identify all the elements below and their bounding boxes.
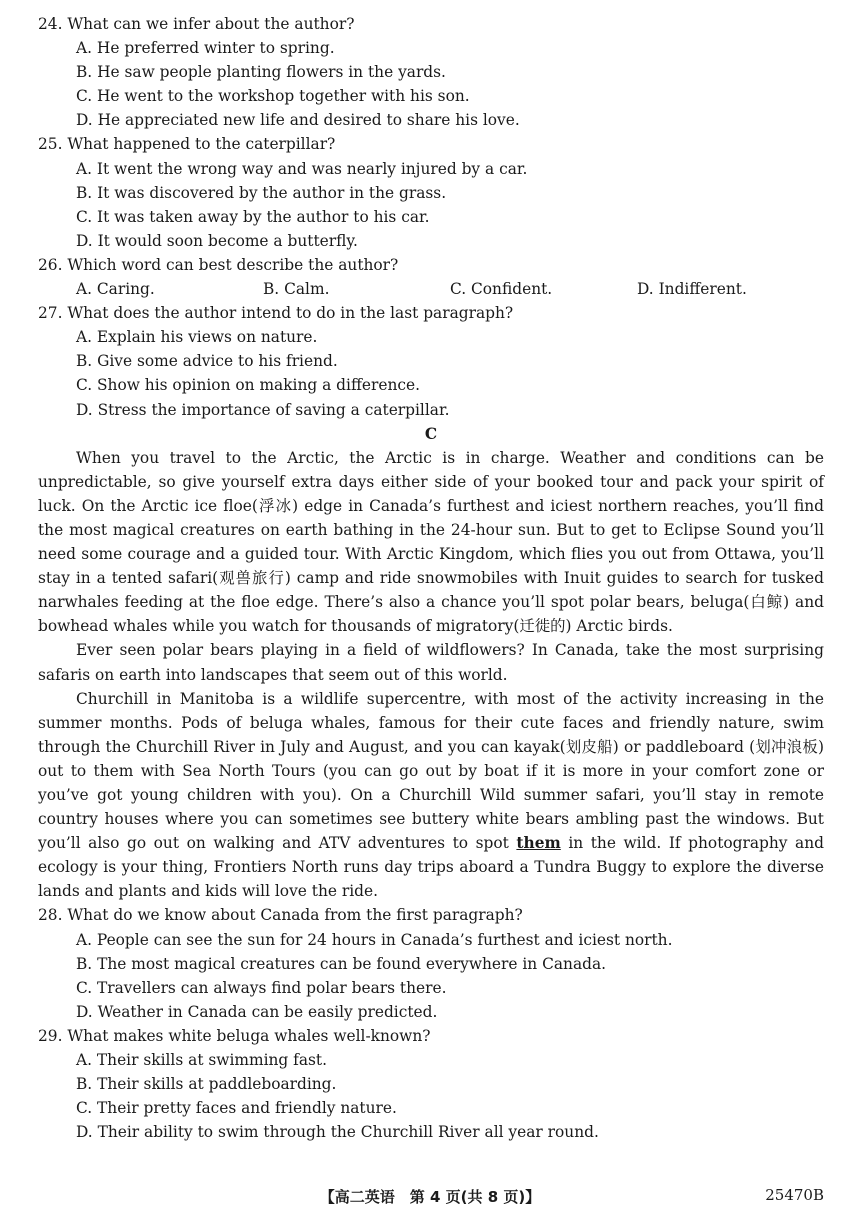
question-stem: 25. What happened to the caterpillar? bbox=[38, 135, 336, 154]
question-stem: 27. What does the author intend to do in the last paragraph? bbox=[38, 304, 514, 323]
passage-paragraph-2 bbox=[38, 638, 824, 686]
option-c: C. It was taken away by the author to his car. bbox=[76, 207, 430, 226]
exam-page bbox=[38, 12, 824, 1144]
paragraph-text: When you travel to the Arctic, the Arctic is in charge. Weather and conditions can be unpredictable, so give yourself extra days either side of your booked tour and pack your spirit of luck. On the Arctic ice floe(浮冰) edge in Canada’s furthest and iciest northern reaches, you’ll find the most magical creatures on earth bathing in the 24-hour sun. But to get to Eclipse Sound you’ll need some courage and a guided tour. With Arctic Kingdom, which flies you out from Ottawa, you’ll stay in a tented safari(观兽旅行) camp and ride snowmobiles with Inuit guides to search for tusked narwhales feeding at the floe edge. There’s also a chance you’ll spot polar bears, beluga(白鲸) and bowhead whales while you watch for thousands of migratory(迁徙的) Arctic birds. bbox=[38, 448, 824, 636]
option-a: A. Their skills at swimming fast. bbox=[76, 1051, 327, 1070]
option-b: B. Their skills at paddleboarding. bbox=[76, 1075, 337, 1094]
page-footer bbox=[0, 1186, 860, 1210]
options-row bbox=[38, 277, 824, 301]
option-c: C. Travellers can always find polar bears there. bbox=[76, 978, 447, 997]
paragraph-text: Churchill in Manitoba is a wildlife supercentre, with most of the activity increasing in the summer months. Pods of beluga whales, famous for their cute faces and friendly nature, swim through the Churchill River in July and August, and you can kayak(划皮船) or paddleboard (划冲浪板) out to them with Sea North Tours (you can go out by boat if it is more in your comfort zone or you’ve got young children with you). On a Churchill Wild summer safari, you’ll stay in remote country houses where you can sometimes see buttery white bears ambling past the windows. But you’ll also go out on walking and ATV adventures to spot bbox=[38, 689, 824, 853]
underlined-word: them bbox=[516, 834, 561, 853]
option-c: C. He went to the workshop together with his son. bbox=[76, 87, 470, 106]
page-number: 【高二英语 第 4 页(共 8 页)】 bbox=[319, 1188, 541, 1206]
question-28 bbox=[38, 903, 824, 1023]
option-b: B. It was discovered by the author in the grass. bbox=[76, 183, 447, 202]
option-b: B. Give some advice to his friend. bbox=[76, 352, 338, 371]
question-26 bbox=[38, 253, 824, 301]
paragraph-text: in the wild. If photography and ecology is your thing, Frontiers North runs day trips aboard a Tundra Buggy to explore the diverse lands and plants and kids will love the ride. bbox=[38, 834, 824, 901]
option-d: D. It would soon become a butterfly. bbox=[76, 231, 358, 250]
option-c: C. Show his opinion on making a difference. bbox=[76, 376, 420, 395]
passage-paragraph-3 bbox=[38, 687, 824, 904]
section-title: C bbox=[424, 424, 438, 443]
option-a: A. People can see the sun for 24 hours in Canada’s furthest and iciest north. bbox=[76, 930, 673, 949]
option-d: D. Indifferent. bbox=[637, 280, 747, 299]
option-a: A. Caring. bbox=[76, 280, 155, 299]
option-d: D. Weather in Canada can be easily predicted. bbox=[76, 1002, 438, 1021]
option-b: B. Calm. bbox=[263, 280, 330, 299]
option-a: A. He preferred winter to spring. bbox=[76, 39, 335, 58]
option-b: B. He saw people planting flowers in the yards. bbox=[76, 63, 446, 82]
passage-c bbox=[38, 446, 824, 904]
option-b: B. The most magical creatures can be found everywhere in Canada. bbox=[76, 954, 607, 973]
question-24 bbox=[38, 12, 824, 132]
question-25 bbox=[38, 132, 824, 252]
passage-paragraph-1 bbox=[38, 446, 824, 639]
option-c: C. Confident. bbox=[450, 280, 553, 299]
paragraph-text: Ever seen polar bears playing in a field of wildflowers? In Canada, take the most surprising safaris on earth into landscapes that seem out of this world. bbox=[38, 641, 824, 684]
question-stem: 24. What can we infer about the author? bbox=[38, 15, 355, 33]
question-27 bbox=[38, 301, 824, 421]
question-29 bbox=[38, 1024, 824, 1144]
option-d: D. Their ability to swim through the Churchill River all year round. bbox=[76, 1123, 599, 1142]
question-stem: 28. What do we know about Canada from the first paragraph? bbox=[38, 906, 523, 925]
option-a: A. Explain his views on nature. bbox=[76, 328, 318, 347]
question-stem: 26. Which word can best describe the author? bbox=[38, 255, 399, 274]
option-d: D. He appreciated new life and desired to share his love. bbox=[76, 111, 520, 130]
option-d: D. Stress the importance of saving a caterpillar. bbox=[76, 400, 450, 419]
option-a: A. It went the wrong way and was nearly injured by a car. bbox=[76, 159, 528, 178]
question-stem: 29. What makes white beluga whales well-known? bbox=[38, 1026, 431, 1045]
option-c: C. Their pretty faces and friendly nature. bbox=[76, 1099, 397, 1118]
exam-code: 25470B bbox=[765, 1186, 824, 1204]
